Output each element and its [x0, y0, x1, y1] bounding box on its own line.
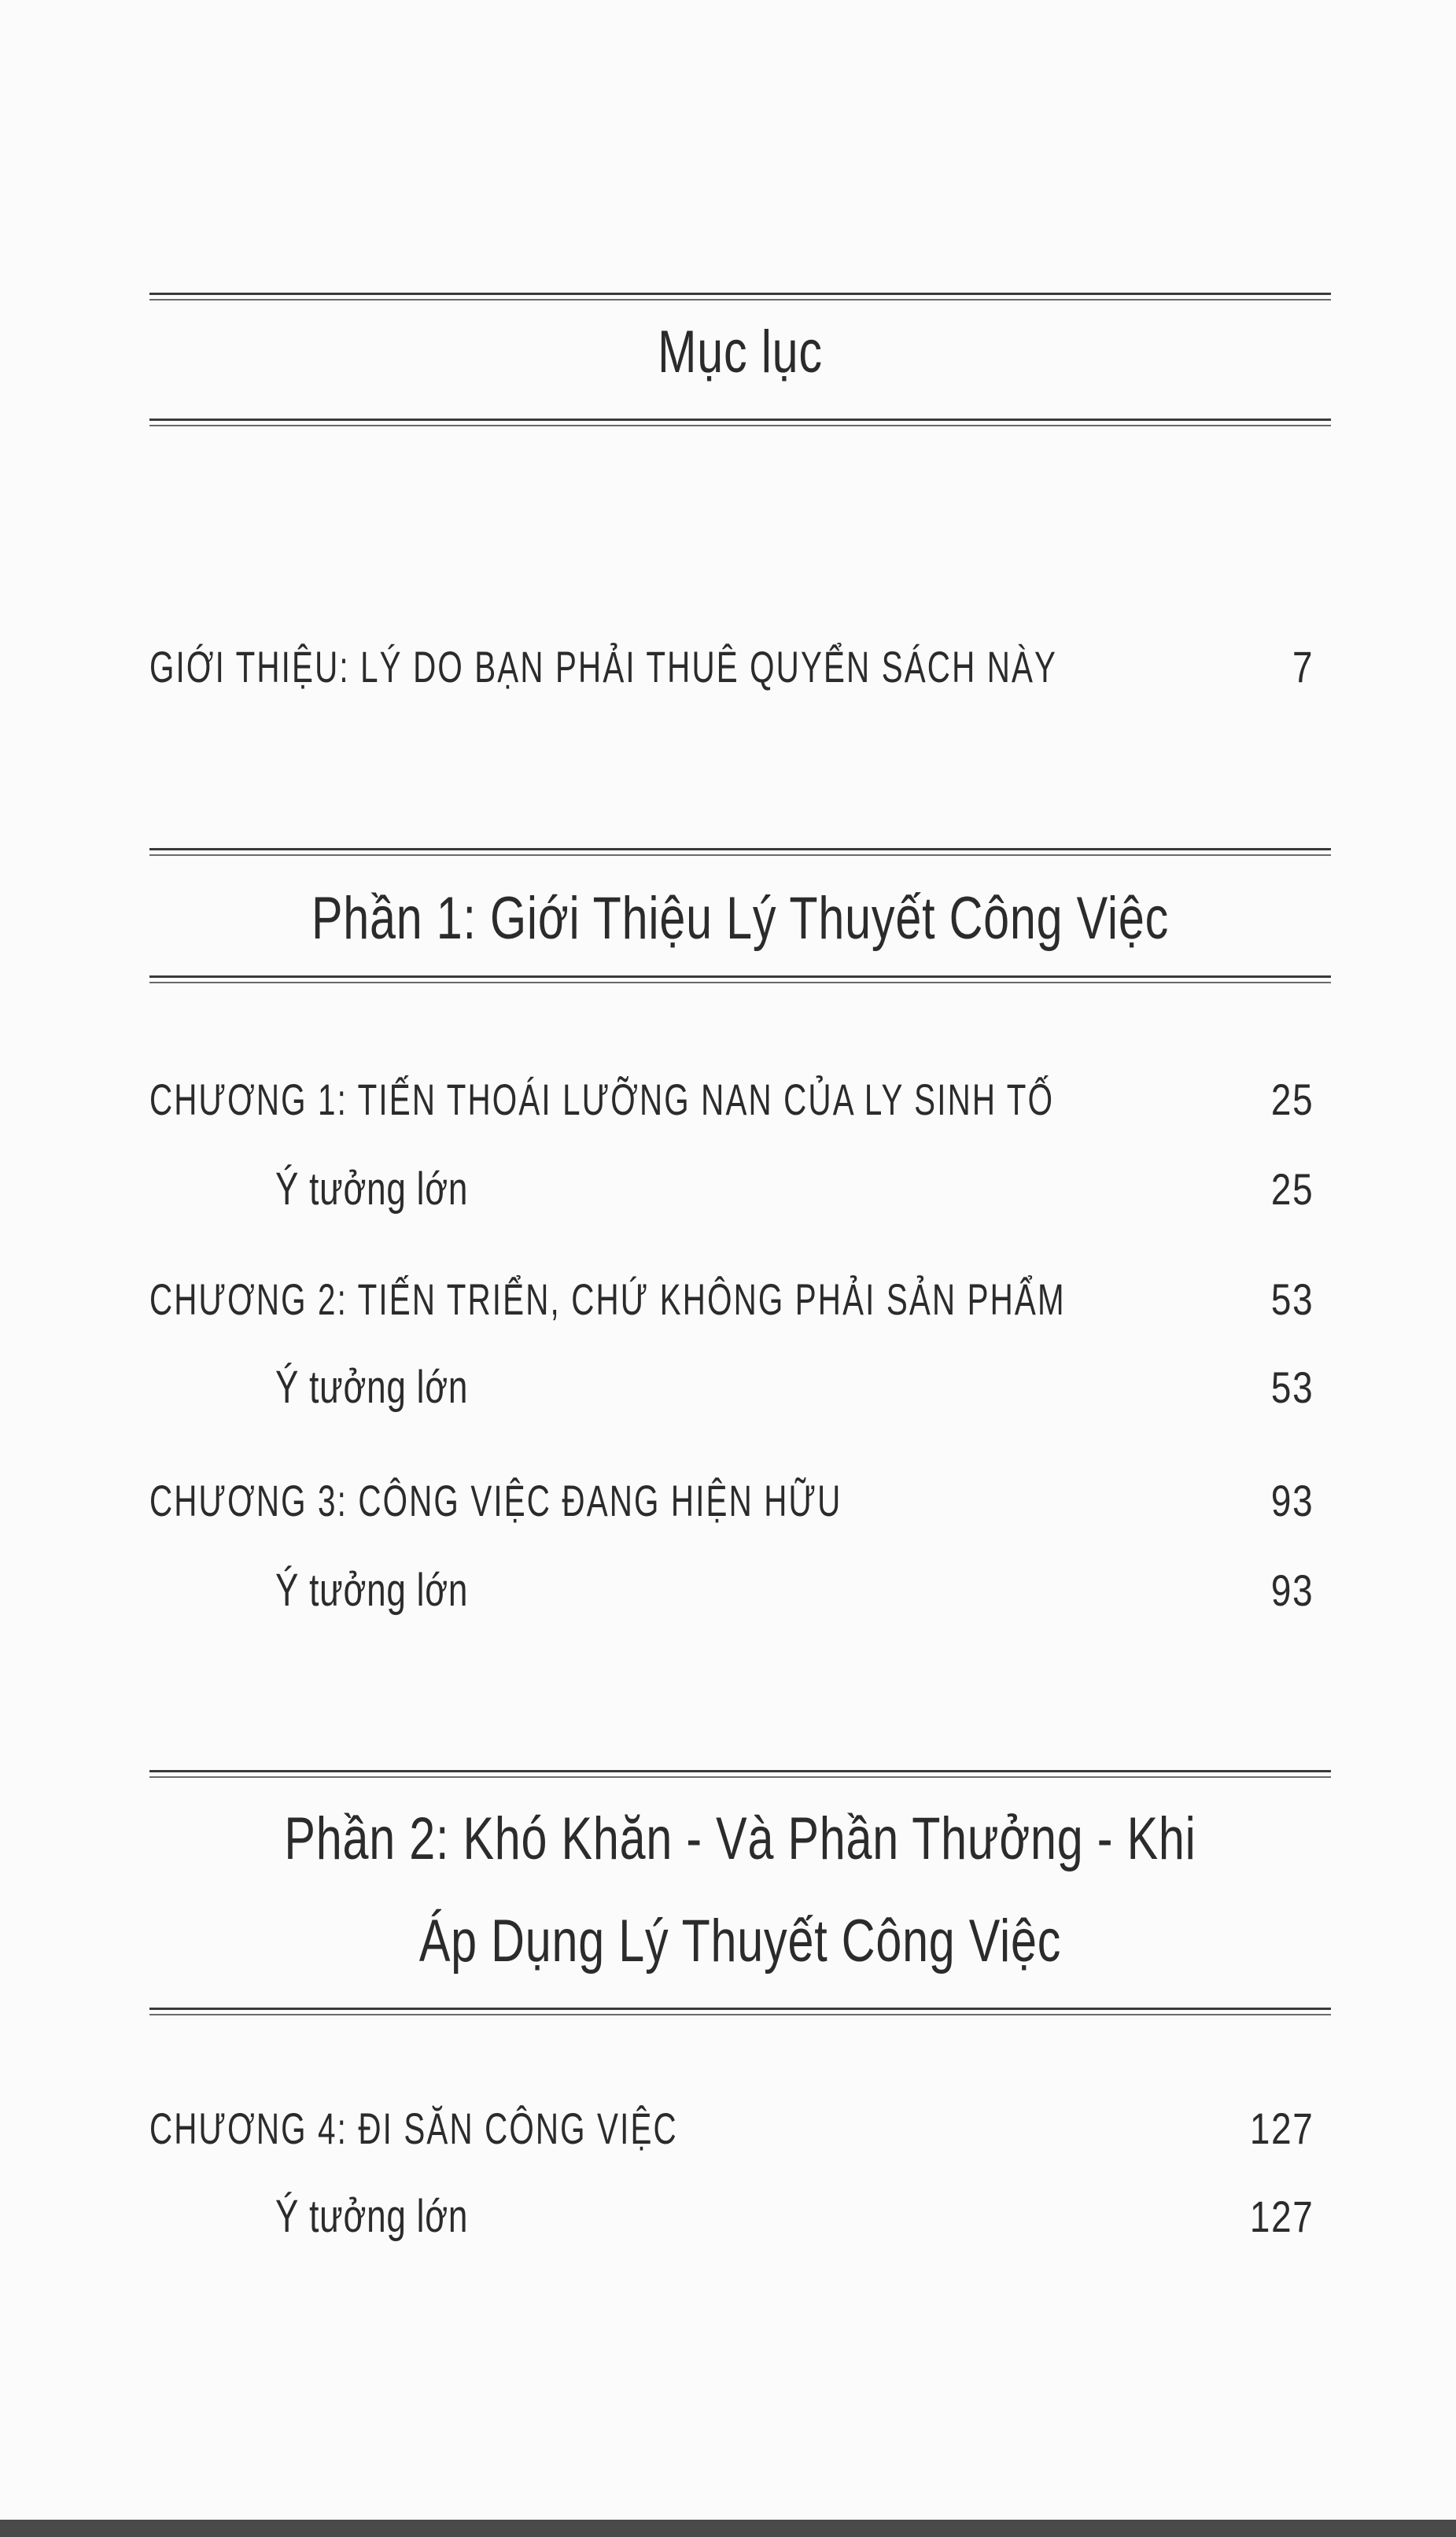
toc-entry-page: 53: [1270, 1274, 1314, 1324]
toc-title-top-rule: [149, 293, 1331, 295]
part1-top-rule: [149, 848, 1331, 850]
toc-entry-page: 93: [1270, 1565, 1314, 1615]
part2-bottom-rule: [149, 2008, 1331, 2010]
toc-entry-title: Ý tưởng lớn: [275, 1163, 469, 1215]
toc-entry-title: CHƯƠNG 4: ĐI SĂN CÔNG VIỆC: [149, 2104, 678, 2153]
toc-entry-chapter-1-big-idea[interactable]: [149, 1158, 1314, 1221]
part2-top-rule-inner: [149, 1776, 1331, 1778]
toc-entry-chapter-2-big-idea[interactable]: [149, 1356, 1314, 1419]
toc-title-bottom-rule: [149, 419, 1331, 421]
toc-entry-title: CHƯƠNG 3: CÔNG VIỆC ĐANG HIỆN HỮU: [149, 1476, 842, 1525]
part2-title-line-2: Áp Dụng Lý Thuyết Công Việc: [418, 1908, 1062, 1975]
scan-edge: [0, 2520, 1456, 2537]
toc-entry-chapter-1[interactable]: [149, 1068, 1314, 1131]
toc-entry-page: 7: [1292, 642, 1314, 691]
toc-entry-title: CHƯƠNG 1: TIẾN THOÁI LƯỠNG NAN CỦA LY SINH TỐ: [149, 1075, 1055, 1124]
toc-entry-title: Ý tưởng lớn: [275, 2191, 469, 2242]
toc-entry-title: GIỚI THIỆU: LÝ DO BẠN PHẢI THUÊ QUYỂN SÁCH NÀY: [149, 642, 1058, 691]
toc-entry-title: Ý tưởng lớn: [275, 1362, 469, 1413]
part1-top-rule-inner: [149, 854, 1331, 856]
toc-entry-page: 25: [1270, 1164, 1314, 1214]
part2-top-rule: [149, 1770, 1331, 1772]
part1-bottom-rule-inner: [149, 982, 1331, 983]
part1-bottom-rule: [149, 975, 1331, 978]
toc-entry-title: Ý tưởng lớn: [275, 1565, 469, 1616]
toc-entry-chapter-3-big-idea[interactable]: [149, 1559, 1314, 1622]
toc-entry-intro[interactable]: [149, 636, 1314, 699]
part1-title: Phần 1: Giới Thiệu Lý Thuyết Công Việc: [311, 885, 1170, 952]
toc-entry-chapter-3[interactable]: [149, 1469, 1314, 1532]
toc-title-top-rule-inner: [149, 299, 1331, 301]
toc-entry-page: 25: [1270, 1075, 1314, 1124]
toc-entry-page: 127: [1249, 2104, 1314, 2153]
part2-bottom-rule-inner: [149, 2014, 1331, 2015]
toc-entry-chapter-4-big-idea[interactable]: [149, 2185, 1314, 2248]
toc-entry-page: 93: [1270, 1476, 1314, 1525]
toc-title-bottom-rule-inner: [149, 425, 1331, 426]
part2-title-line-1: Phần 2: Khó Khăn - Và Phần Thưởng - Khi: [284, 1805, 1196, 1872]
toc-entry-title: CHƯƠNG 2: TIẾN TRIỂN, CHỨ KHÔNG PHẢI SẢN PHẨM: [149, 1274, 1066, 1324]
toc-entry-page: 53: [1270, 1363, 1314, 1412]
toc-title: Mục lục: [658, 319, 823, 385]
toc-entry-page: 127: [1249, 2192, 1314, 2241]
toc-entry-chapter-4[interactable]: [149, 2097, 1314, 2160]
toc-entry-chapter-2[interactable]: [149, 1268, 1314, 1331]
